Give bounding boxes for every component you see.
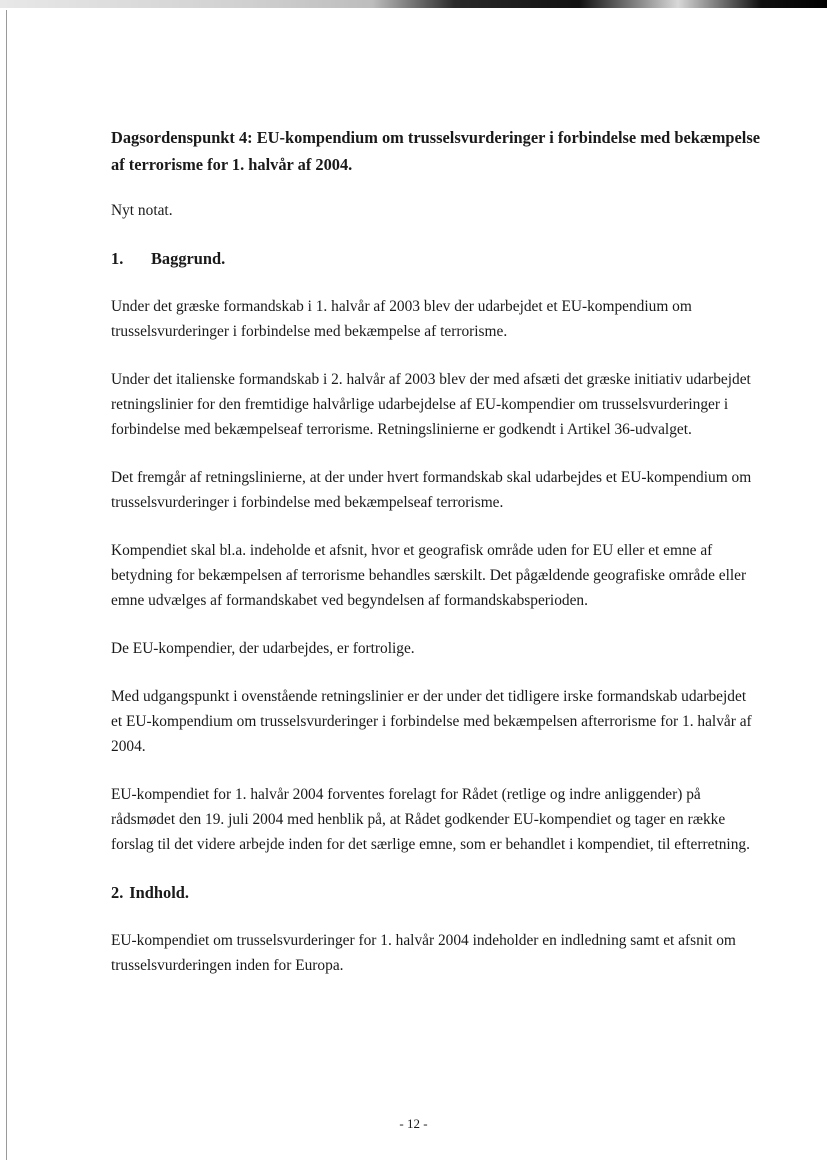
- section-1-number: 1.: [111, 249, 124, 268]
- section-1-label: Baggrund.: [151, 249, 226, 268]
- paragraph: Med udgangspunkt i ovenstående retningslinier er der under det tidligere irske formandskab udarbejdet et EU-kompendium om trusselsvurderinger i forbindelse med bekæmpelsen afterrorisme for 1. halvår af 2004.: [111, 688, 752, 755]
- paragraph: De EU-kompendier, der udarbejdes, er fortrolige.: [111, 640, 415, 657]
- note-text: Nyt notat.: [111, 202, 173, 219]
- paragraph: Under det græske formandskab i 1. halvår af 2003 blev der udarbejdet et EU-kompendium om trusselsvurderinger i forbindelse med bekæmpelse af terrorisme.: [111, 298, 692, 340]
- page-number: - 12 -: [399, 1116, 428, 1131]
- paragraph: Under det italienske formandskab i 2. halvår af 2003 blev der med afsæti det græske initiativ udarbejdet retningslinier for den fremtidige halvårlige udarbejdelse af EU-kompendier om trusselsvurderinger i forbindelse med bekæmpelseaf terrorisme. Retningslinierne er godkendt i Artikel 36-udvalget.: [111, 371, 751, 438]
- section-2-title: [111, 880, 761, 905]
- section-1-title: [111, 246, 761, 271]
- section-2-number: 2.: [111, 883, 124, 902]
- paragraph: Det fremgår af retningslinierne, at der under hvert formandskab skal udarbejdes et EU-kompendium om trusselsvurderinger i forbindelse med bekæmpelseaf terrorisme.: [111, 469, 752, 511]
- section-2-label: Indhold.: [129, 883, 189, 902]
- paragraph: EU-kompendiet for 1. halvår 2004 forventes forelagt for Rådet (retlige og indre anliggender) på rådsmødet den 19. juli 2004 med henblik på, at Rådet godkender EU-kompendiet og tager en række forslag til det videre arbejde inden for det særlige emne, som er behandlet i kompendiet, til efterretning.: [111, 786, 750, 853]
- paragraph: Kompendiet skal bl.a. indeholde et afsnit, hvor et geografisk område uden for EU eller et emne af betydning for bekæmpelsen af terrorisme behandles særskilt. Det pågældende geografiske område eller emne udvælges af formandskabet ved begyndelsen af formandskabsperioden.: [111, 542, 747, 609]
- agenda-heading: Dagsordenspunkt 4: EU-kompendium om trusselsvurderinger i forbindelse med bekæmpelse af terrorisme for 1. halvår af 2004.: [111, 128, 760, 174]
- paragraph: EU-kompendiet om trusselsvurderinger for 1. halvår 2004 indeholder en indledning samt et afsnit om trusselsvurderingen inden for Europa.: [111, 932, 736, 974]
- document-body: [111, 124, 761, 1001]
- scan-edge-top: [0, 0, 827, 8]
- scan-edge-left: [6, 10, 7, 1160]
